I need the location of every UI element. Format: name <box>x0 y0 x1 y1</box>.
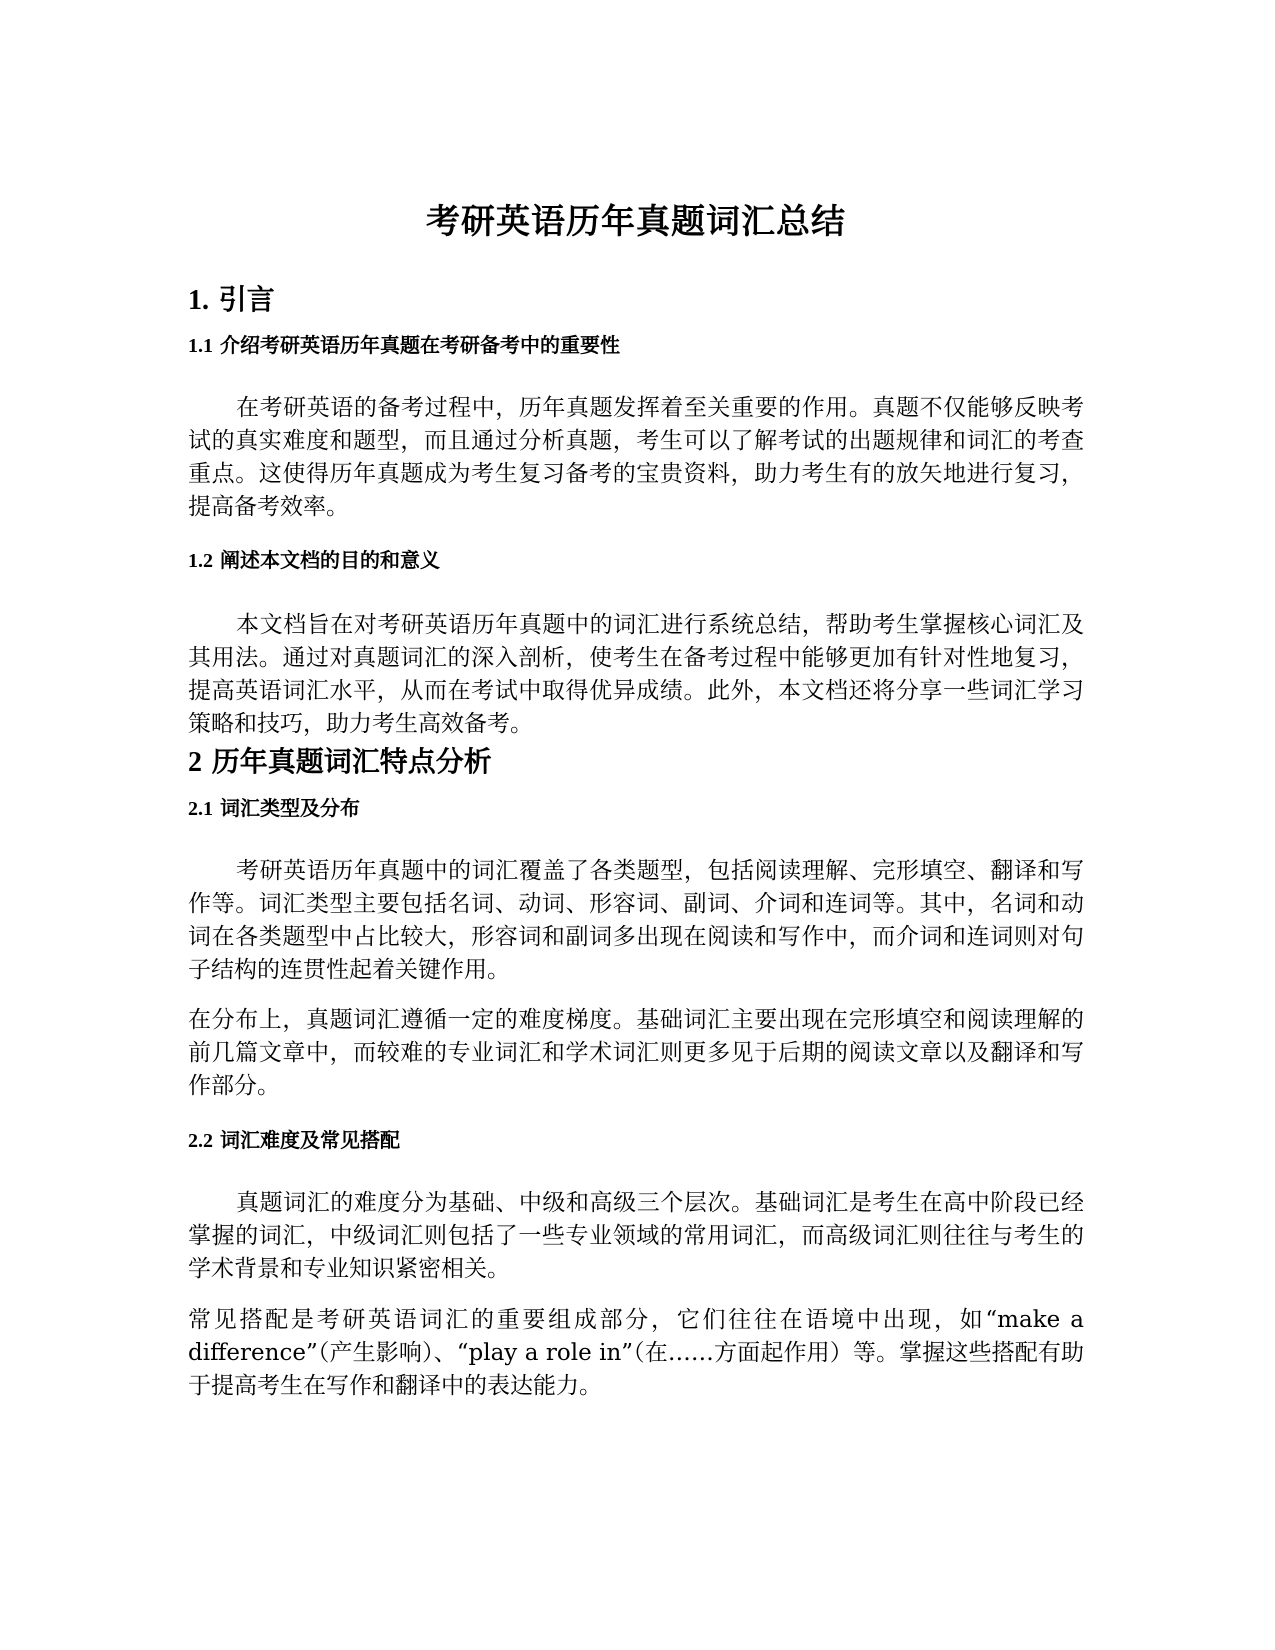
subsection-heading-2-2 <box>188 1126 400 1155</box>
document-title: 考研英语历年真题词汇总结 <box>426 202 846 242</box>
subsection-title: 词汇类型及分布 <box>219 796 360 820</box>
subsection-heading-1-2 <box>188 546 440 575</box>
section-number: 2 <box>188 747 202 778</box>
paragraph: 真题词汇的难度分为基础、中级和高级三个层次。基础词汇是考生在高中阶段已经掌握的词汇，中级词汇则包括了一些专业领域的常用词汇，而高级词汇则往往与考生的学术背景和专业知识紧密相关。 <box>188 1190 1084 1282</box>
subsection-number: 1.2 <box>188 550 213 572</box>
section-title: 引言 <box>218 283 275 316</box>
section-heading-1 <box>188 282 275 319</box>
document-page <box>188 0 1084 1650</box>
subsection-number: 1.1 <box>188 335 213 357</box>
subsection-heading-2-1 <box>188 794 360 823</box>
paragraph: 在分布上，真题词汇遵循一定的难度梯度。基础词汇主要出现在完形填空和阅读理解的前几篇文章中，而较难的专业词汇和学术词汇则更多见于后期的阅读文章以及翻译和写作部分。 <box>188 1007 1084 1099</box>
paragraph: 常见搭配是考研英语词汇的重要组成部分，它们往往在语境中出现，如“make a difference”（产生影响）、“play a role in”（在……方面起作用）等。掌握这些搭配有助于提高考生在写作和翻译中的表达能力。 <box>188 1307 1084 1399</box>
paragraph: 在考研英语的备考过程中，历年真题发挥着至关重要的作用。真题不仅能够反映考试的真实难度和题型，而且通过分析真题，考生可以了解考试的出题规律和词汇的考查重点。这使得历年真题成为考生复习备考的宝贵资料，助力考生有的放矢地进行复习，提高备考效率。 <box>188 395 1084 520</box>
section-heading-2 <box>188 744 492 781</box>
subsection-title: 阐述本文档的目的和意义 <box>219 548 440 572</box>
subsection-heading-1-1 <box>188 331 620 360</box>
subsection-title: 词汇难度及常见搭配 <box>219 1128 400 1152</box>
subsection-number: 2.2 <box>188 1130 213 1152</box>
paragraph: 本文档旨在对考研英语历年真题中的词汇进行系统总结，帮助考生掌握核心词汇及其用法。通过对真题词汇的深入剖析，使考生在备考过程中能够更加有针对性地复习，提高英语词汇水平，从而在考试中取得优异成绩。此外，本文档还将分享一些词汇学习策略和技巧，助力考生高效备考。 <box>188 612 1084 737</box>
subsection-title: 介绍考研英语历年真题在考研备考中的重要性 <box>219 333 620 357</box>
paragraph: 考研英语历年真题中的词汇覆盖了各类题型，包括阅读理解、完形填空、翻译和写作等。词汇类型主要包括名词、动词、形容词、副词、介词和连词等。其中，名词和动词在各类题型中占比较大，形容词和副词多出现在阅读和写作中，而介词和连词则对句子结构的连贯性起着关键作用。 <box>188 858 1084 983</box>
section-number: 1. <box>188 285 209 316</box>
section-title: 历年真题词汇特点分析 <box>211 745 492 778</box>
subsection-number: 2.1 <box>188 798 213 820</box>
